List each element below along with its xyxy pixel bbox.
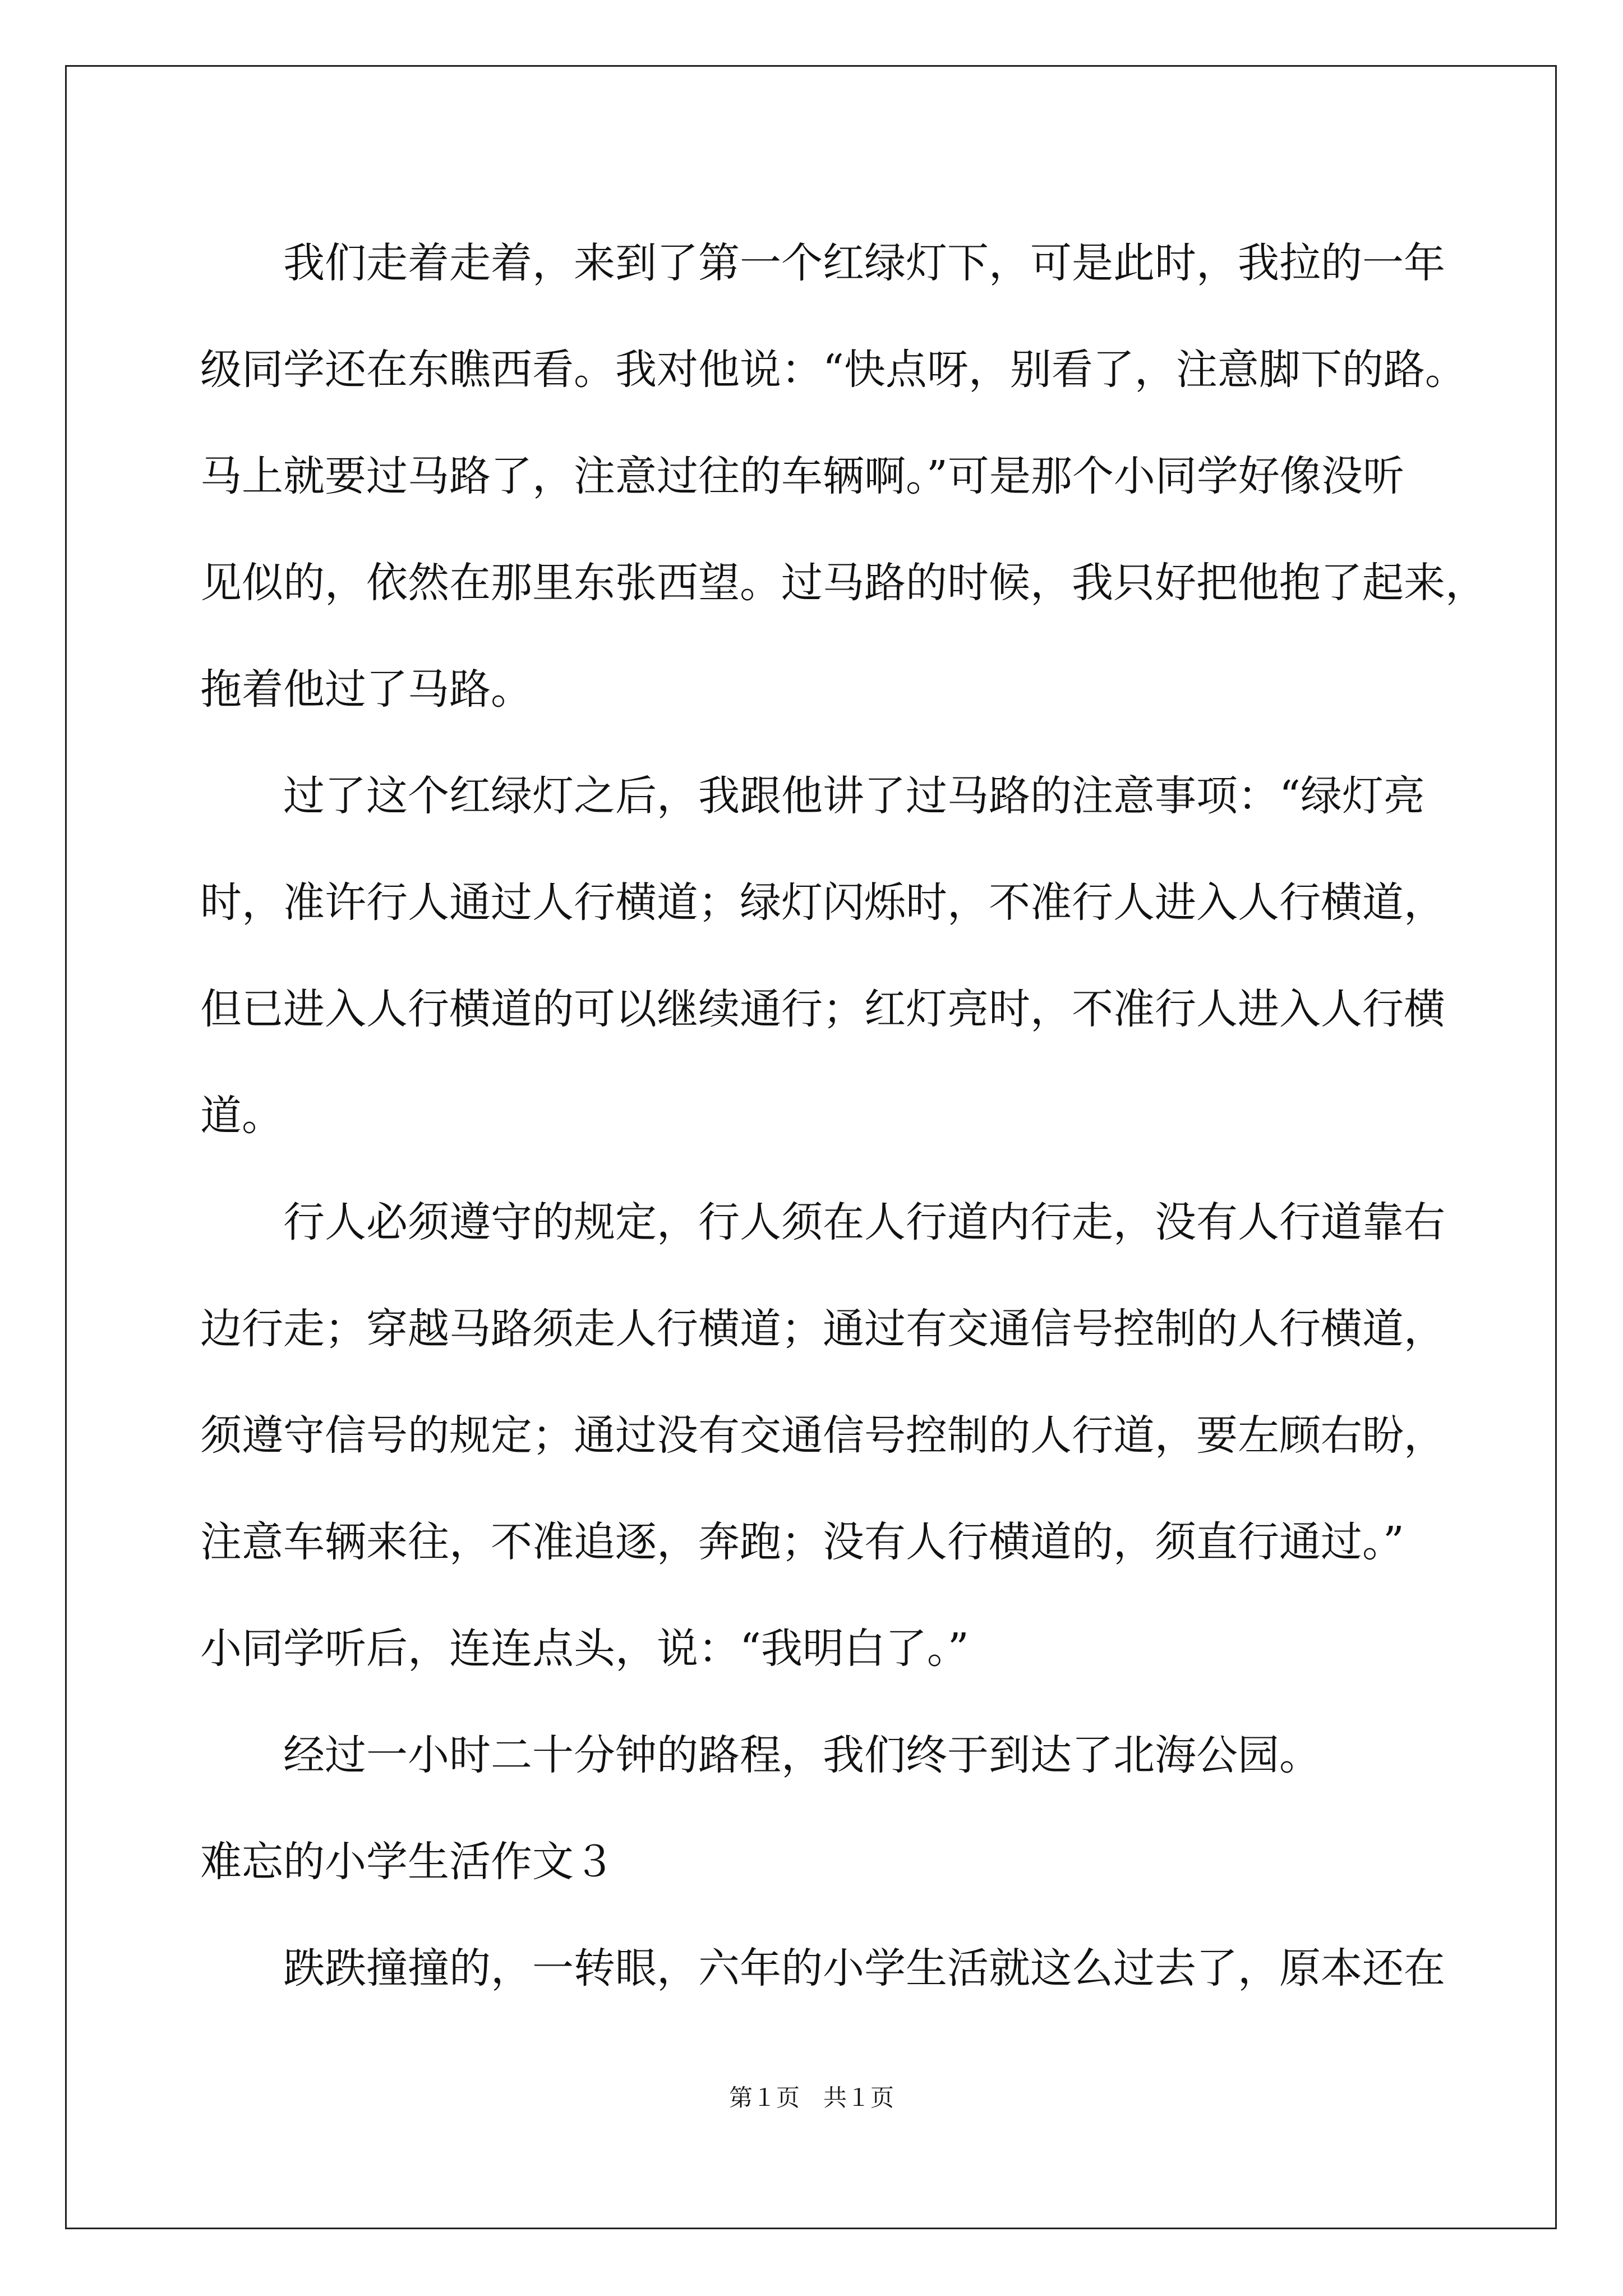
page-number-footer: 第１页 共１页	[728, 2084, 894, 2111]
text-line: 拖着他过了马路。	[200, 665, 532, 714]
text-line: 经过一小时二十分钟的路程，我们终于到达了北海公园。	[283, 1731, 1321, 1779]
text-line: 注意车辆来往，不准追逐，奔跑；没有人行横道的，须直行通过。”	[200, 1518, 1404, 1566]
text-line: 道。	[200, 1092, 283, 1140]
text-line: 时，准许行人通过人行横道；绿灯闪烁时，不准行人进入人行横道，	[200, 878, 1445, 927]
text-line: 但已进入人行横道的可以继续通行；红灯亮时，不准行人进入人行横	[200, 985, 1445, 1033]
text-line: 小同学听后，连连点头，说：“我明白了。”	[200, 1625, 969, 1673]
text-line: 我们走着走着，来到了第一个红绿灯下，可是此时，我拉的一年	[283, 239, 1445, 287]
text-line: 边行走；穿越马路须走人行横道；通过有交通信号控制的人行横道，	[200, 1305, 1445, 1353]
document-body	[200, 210, 1487, 2022]
text-line: 见似的，依然在那里东张西望。过马路的时候，我只好把他抱了起来，	[200, 559, 1487, 607]
text-line: 跌跌撞撞的，一转眼，六年的小学生活就这么过去了，原本还在	[283, 1944, 1445, 1993]
text-line: 级同学还在东瞧西看。我对他说：“快点呀，别看了，注意脚下的路。	[200, 346, 1467, 394]
section-heading: 难忘的小学生活作文３	[200, 1838, 615, 1886]
text-line: 行人必须遵守的规定，行人须在人行道内行走，没有人行道靠右	[283, 1198, 1445, 1246]
text-line: 过了这个红绿灯之后，我跟他讲了过马路的注意事项：“绿灯亮	[283, 772, 1425, 820]
text-line: 须遵守信号的规定；通过没有交通信号控制的人行道，要左顾右盼，	[200, 1411, 1445, 1460]
text-line: 马上就要过马路了，注意过往的车辆啊。”可是那个小同学好像没听	[200, 452, 1404, 500]
